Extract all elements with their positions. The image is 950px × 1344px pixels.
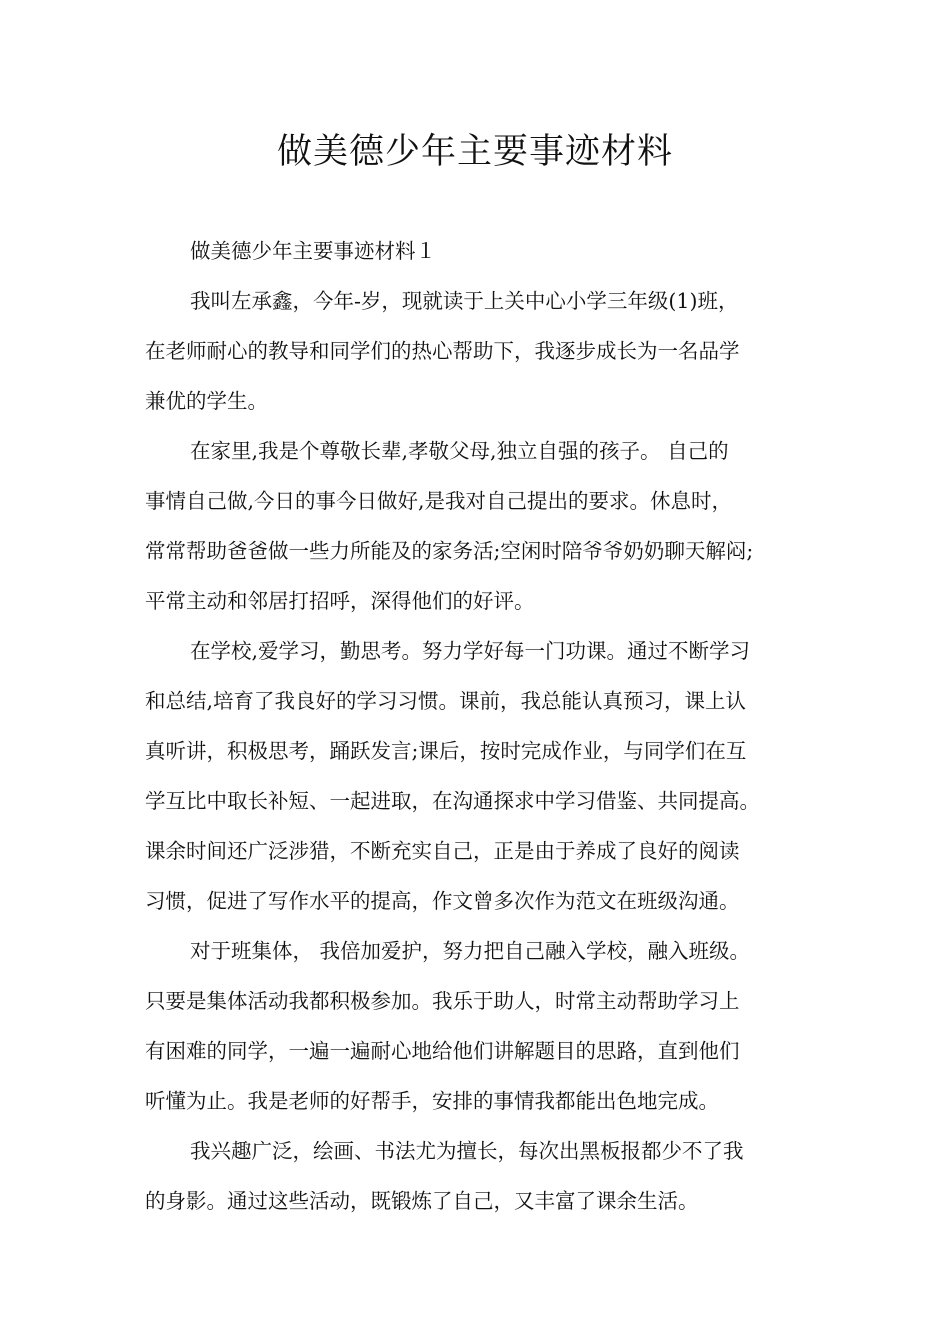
document-body: [145, 226, 821, 1226]
paragraph-line: 课余时间还广泛涉猎，不断充实自己，正是由于养成了良好的阅读: [145, 839, 740, 863]
paragraph-line: 习惯，促进了写作水平的提高，作文曾多次作为范文在班级沟通。: [145, 889, 740, 913]
paragraph: [145, 626, 821, 926]
paragraph-line: 平常主动和邻居打招呼，深得他们的好评。: [145, 589, 535, 613]
paragraph-line: 兼优的学生。: [145, 389, 268, 413]
paragraph-line: 学互比中取长补短、一起进取，在沟通探求中学习借鉴、共同提高。: [145, 789, 760, 813]
paragraph-line: 我兴趣广泛，绘画、书法尤为擅长，每次出黑板报都少不了我: [190, 1139, 744, 1163]
section-heading: 做美德少年主要事迹材料１: [190, 239, 436, 263]
paragraph-line: 只要是集体活动我都积极参加。我乐于助人，时常主动帮助学习上: [145, 989, 740, 1013]
paragraph-line: 事情自己做,今日的事今日做好,是我对自己提出的要求。休息时，: [145, 489, 733, 513]
paragraph-line: 对于班集体， 我倍加爱护，努力把自己融入学校，融入班级。: [190, 939, 751, 963]
paragraph-line: 在老师耐心的教导和同学们的热心帮助下，我逐步成长为一名品学: [145, 339, 740, 363]
paragraph-list: [145, 276, 821, 1226]
paragraph: [145, 1126, 821, 1226]
paragraph-line: 我叫左承鑫，今年-岁，现就读于上关中心小学三年级(1)班，: [190, 289, 739, 313]
paragraph-line: 在家里,我是个尊敬长辈,孝敬父母,独立自强的孩子。 自己的: [190, 439, 729, 463]
paragraph-line: 在学校,爱学习，勤思考。努力学好每一门功课。通过不断学习: [190, 639, 751, 663]
paragraph-line: 真听讲，积极思考，踊跃发言;课后，按时完成作业，与同学们在互: [145, 739, 747, 763]
paragraph-line: 听懂为止。我是老师的好帮手，安排的事情我都能出色地完成。: [145, 1089, 719, 1113]
document-title: 做美德少年主要事迹材料: [276, 132, 673, 172]
paragraph: [145, 426, 821, 626]
paragraph-line: 的身影。通过这些活动，既锻炼了自己，又丰富了课余生活。: [145, 1189, 699, 1213]
paragraph-line: 和总结,培育了我良好的学习习惯。课前，我总能认真预习，课上认: [145, 689, 747, 713]
paragraph: [145, 276, 821, 426]
paragraph-line: 有困难的同学，一遍一遍耐心地给他们讲解题目的思路，直到他们: [145, 1039, 740, 1063]
paragraph: [145, 926, 821, 1126]
paragraph-line: 常常帮助爸爸做一些力所能及的家务活;空闲时陪爷爷奶奶聊天解闷;: [145, 539, 754, 563]
